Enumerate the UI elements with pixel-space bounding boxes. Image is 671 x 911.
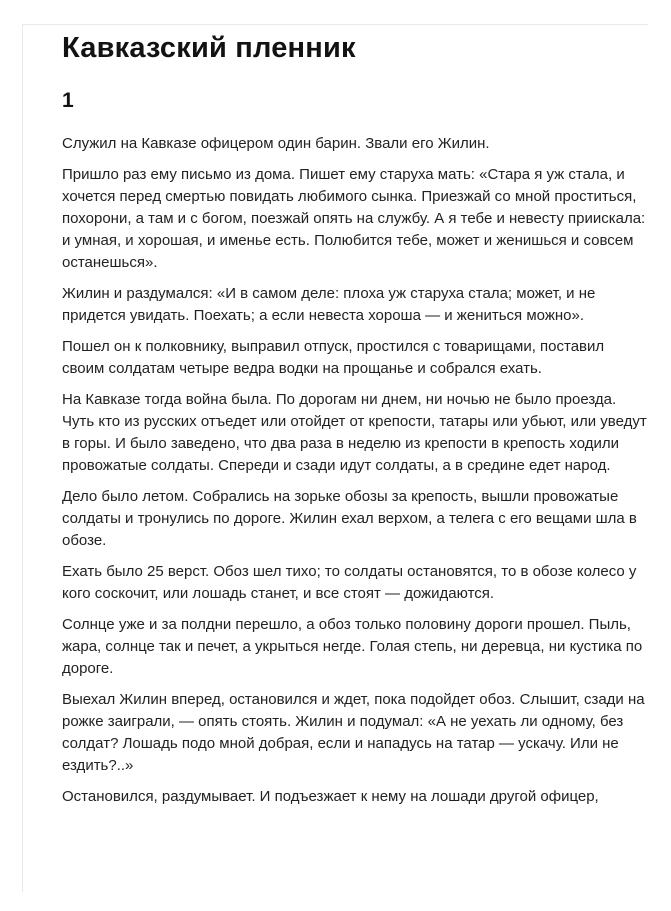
paragraph: Жилин и раздумался: «И в самом деле: плоха уж старуха стала; может, и не придется увидать. Поехать; а если невеста хороша — и жениться можно». bbox=[62, 284, 596, 324]
paragraph: Солнце уже и за полдни перешло, а обоз только половину дороги прошел. Пыль, жара, солнце так и печет, а укрыться негде. Голая степь, ни деревца, ни кустика по дороге. bbox=[62, 615, 643, 677]
paragraph: Пришло раз ему письмо из дома. Пишет ему старуха мать: «Стара я уж стала, и хочется перед смертью повидать любимого сынка. Приезжай со мной проститься, похорони, а там и с богом, поезжай опять на службу. А я тебе и невесту приискала: и умная, и хорошая, и именье есть. Полюбится тебе, может и женишься и совсем останешься». bbox=[62, 165, 646, 271]
paragraph: Пошел он к полковнику, выправил отпуск, простился с товарищами, поставил своим солдатам четыре ведра водки на прощанье и собрался ехать. bbox=[62, 337, 605, 377]
paragraph: Ехать было 25 верст. Обоз шел тихо; то солдаты остановятся, то в обозе колесо у кого соскочит, или лошадь станет, и все стоят — дожидаются. bbox=[62, 562, 637, 602]
chapter-text bbox=[62, 133, 648, 808]
chapter-heading: 1 bbox=[62, 88, 74, 112]
paragraph: Служил на Кавказе офицером один барин. Звали его Жилин. bbox=[62, 134, 490, 152]
paragraph: На Кавказе тогда война была. По дорогам ни днем, ни ночью не было проезда. Чуть кто из русских отъедет или отойдет от крепости, татары или убьют, или уведут в горы. И было заведено, что два раза в неделю из крепости в крепость ходили провожатые солдаты. Спереди и сзади идут солдаты, а в средине едет народ. bbox=[62, 390, 647, 474]
book-title: Кавказский пленник bbox=[62, 32, 356, 64]
paragraph: Выехал Жилин вперед, остановился и ждет, пока подойдет обоз. Слышит, сзади на рожке заиграли, — опять стоять. Жилин и подумал: «А не уехать ли одному, без солдат? Лошадь подо мной добрая, если и нападусь на татар — ускачу. Или не ездить?..» bbox=[62, 690, 645, 774]
paragraph: Дело было летом. Собрались на зорьке обозы за крепость, вышли провожатые солдаты и тронулись по дороге. Жилин ехал верхом, а телега с его вещами шла в обозе. bbox=[62, 487, 637, 549]
paragraph: Остановился, раздумывает. И подъезжает к нему на лошади другой офицер, bbox=[62, 787, 599, 805]
reader-page bbox=[22, 24, 648, 892]
